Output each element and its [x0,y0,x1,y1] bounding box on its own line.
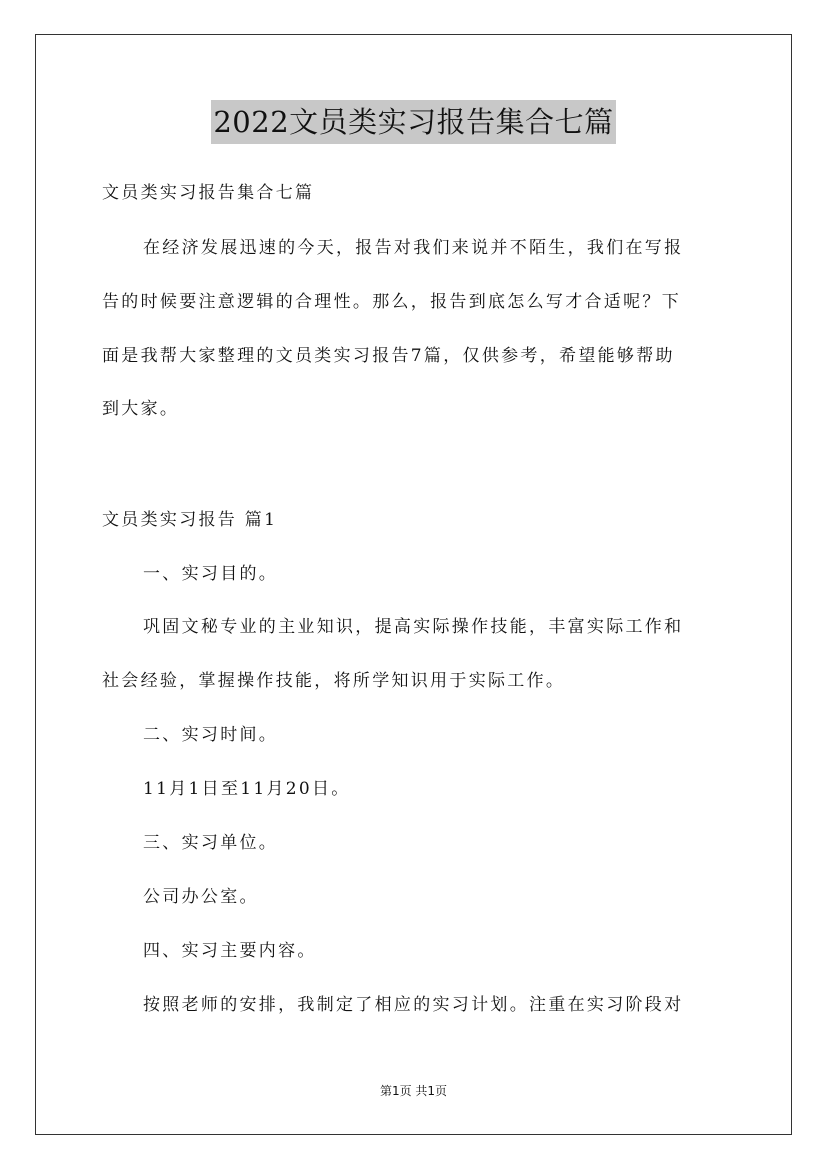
document-title: 2022文员类实习报告集合七篇 [211,100,615,144]
body-line-9: 按照老师的安排，我制定了相应的实习计划。注重在实习阶段对 [143,995,684,1015]
body-line-7: 公司办公室。 [143,887,259,907]
intro-line-4: 到大家。 [102,399,180,419]
body-line-6: 三、实习单位。 [143,833,279,853]
title-container [0,100,827,144]
body-line-1: 一、实习目的。 [143,564,279,584]
body-line-3: 社会经验，掌握操作技能，将所学知识用于实际工作。 [102,671,566,691]
body-line-8: 四、实习主要内容。 [143,941,317,961]
page-footer: 第1页 共1页 [379,1084,448,1098]
document-subtitle: 文员类实习报告集合七篇 [102,183,315,203]
section-heading: 文员类实习报告 篇1 [102,510,278,530]
body-line-5: 11月1日至11月20日。 [143,779,351,799]
body-line-2: 巩固文秘专业的主业知识，提高实际操作技能，丰富实际工作和 [143,617,684,637]
intro-line-3: 面是我帮大家整理的文员类实习报告7篇，仅供参考，希望能够帮助 [102,346,675,366]
body-line-4: 二、实习时间。 [143,725,279,745]
intro-line-1: 在经济发展迅速的今天，报告对我们来说并不陌生，我们在写报 [143,238,684,258]
intro-line-2: 告的时候要注意逻辑的合理性。那么，报告到底怎么写才合适呢？下 [102,292,681,312]
